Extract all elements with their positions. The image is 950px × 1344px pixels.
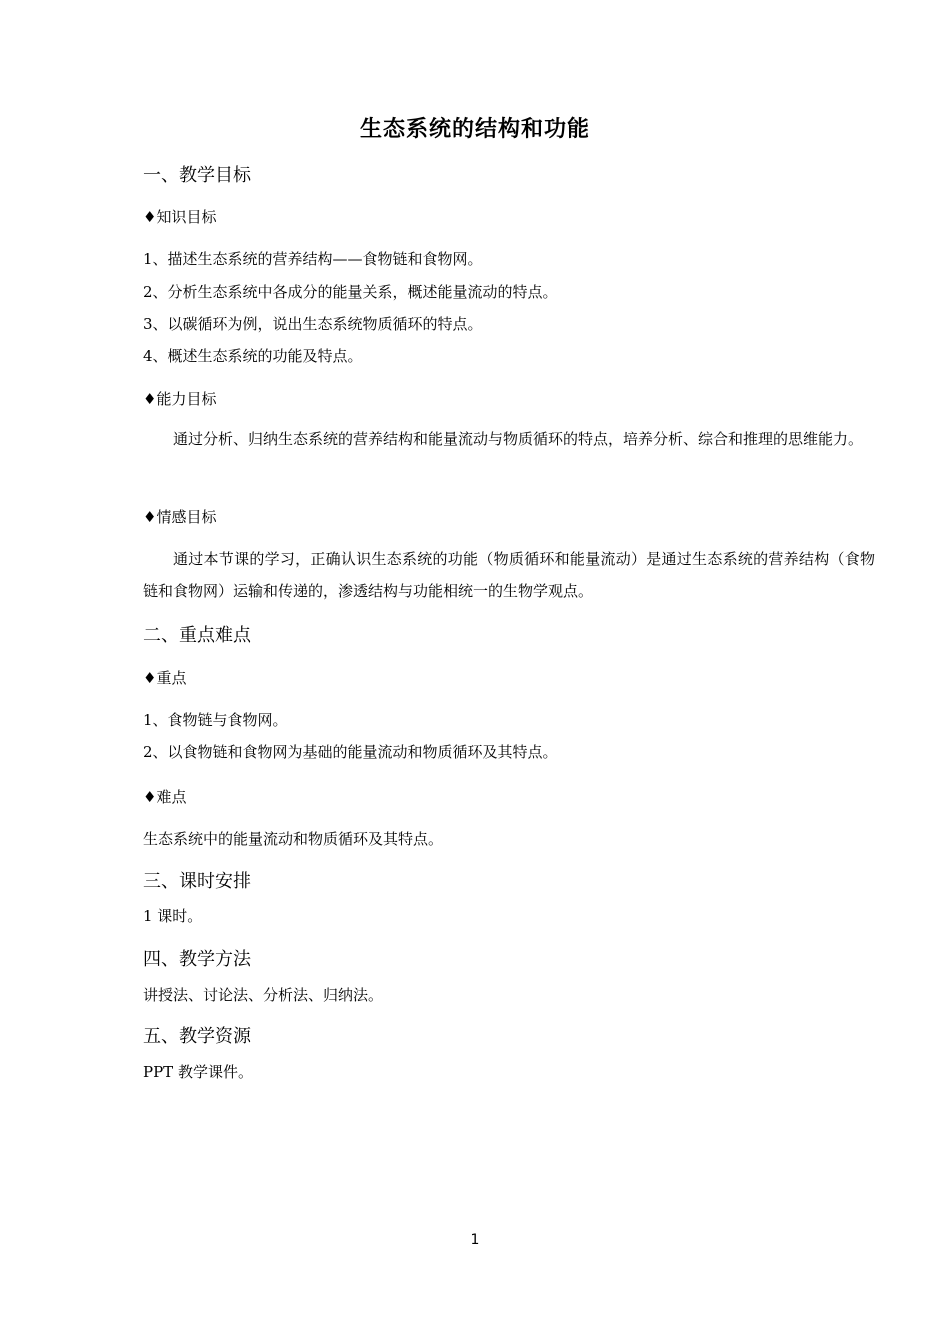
resources-text: PPT 教学课件。 [143, 1063, 253, 1081]
list-item: 4、概述生态系统的功能及特点。 [143, 347, 363, 365]
list-item: 1、食物链与食物网。 [143, 711, 288, 729]
schedule-text: 1 课时。 [143, 907, 203, 925]
page-number: 1 [470, 1232, 480, 1248]
section-heading-resources: 五、教学资源 [143, 1026, 251, 1047]
methods-text: 讲授法、讨论法、分析法、归纳法。 [143, 986, 384, 1004]
section-heading-methods: 四、教学方法 [143, 949, 251, 970]
list-item: 3、以碳循环为例，说出生态系统物质循环的特点。 [143, 315, 483, 333]
ability-paragraph: 通过分析、归纳生态系统的营养结构和能量流动与物质循环的特点，培养分析、综合和推理的思维能力。 [173, 430, 864, 448]
difficulty-text: 生态系统中的能量流动和物质循环及其特点。 [143, 830, 444, 848]
subheading-emotion: ♦情感目标 [143, 508, 217, 526]
list-item: 2、分析生态系统中各成分的能量关系，概述能量流动的特点。 [143, 283, 558, 301]
subheading-knowledge: ♦知识目标 [143, 208, 217, 226]
subheading-ability: ♦能力目标 [143, 390, 217, 408]
subheading-difficulty: ♦难点 [143, 788, 187, 806]
list-item: 2、以食物链和食物网为基础的能量流动和物质循环及其特点。 [143, 743, 558, 761]
subheading-key: ♦重点 [143, 669, 187, 687]
emotion-paragraph: 通过本节课的学习，正确认识生态系统的功能（物质循环和能量流动）是通过生态系统的营养结构（食物链和食物网）运输和传递的，渗透结构与功能相统一的生物学观点。 [143, 550, 875, 600]
section-heading-objectives: 一、教学目标 [143, 165, 251, 186]
section-heading-schedule: 三、课时安排 [143, 871, 251, 892]
page-title: 生态系统的结构和功能 [359, 117, 590, 142]
section-heading-key-points: 二、重点难点 [143, 625, 251, 646]
list-item: 1、描述生态系统的营养结构——食物链和食物网。 [143, 250, 483, 268]
